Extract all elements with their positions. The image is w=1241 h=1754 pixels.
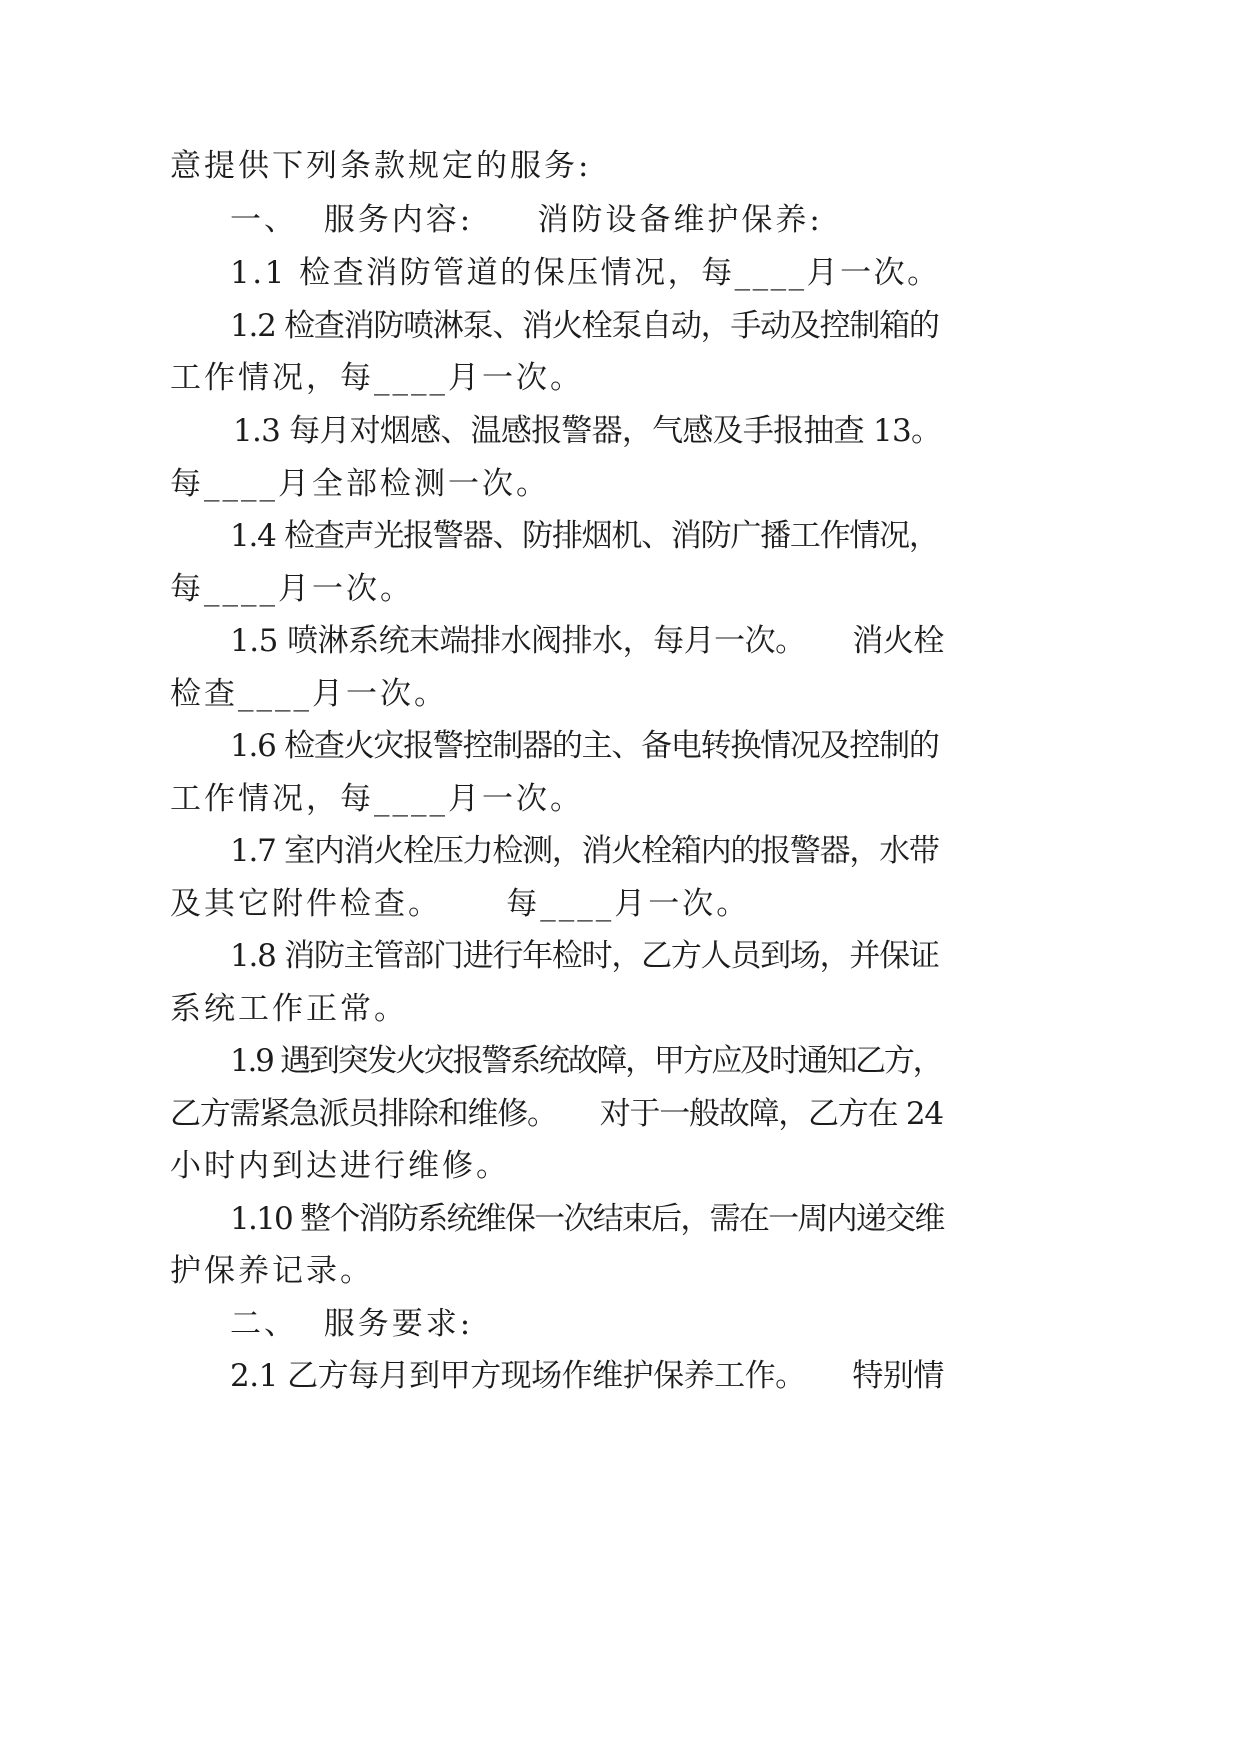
text-line: 护保养记录。	[170, 1253, 374, 1289]
text-line: 及其它附件检查。 每____月一次。	[170, 886, 751, 922]
text-line: 1.9 遇到突发火灾报警系统故障，甲方应及时通知乙方，	[230, 1043, 942, 1079]
text-line: 每____月一次。	[170, 571, 414, 607]
text-line: 工作情况，每____月一次。	[170, 360, 584, 396]
text-line: 每____月全部检测一次。	[170, 466, 550, 502]
text-line: 意提供下列条款规定的服务:	[170, 148, 592, 184]
text-line: 1.6 检查火灾报警控制器的主、备电转换情况及控制的	[230, 728, 939, 764]
text-line: 系统工作正常。	[170, 991, 408, 1027]
text-line: 1.4 检查声光报警器、防排烟机、消防广播工作情况，	[230, 518, 939, 554]
text-line: 小时内到达进行维修。	[170, 1148, 510, 1184]
text-line: 1.3 每月对烟感、温感报警器，气感及手报抽查 13。	[233, 413, 942, 449]
text-line: 1.5 喷淋系统末端排水阀排水，每月一次。 消火栓	[230, 623, 944, 659]
text-line: 1.1 检查消防管道的保压情况，每____月一次。	[230, 255, 941, 291]
text-line: 1.2 检查消防喷淋泵、消火栓泵自动，手动及控制箱的	[230, 308, 939, 344]
text-line: 1.10 整个消防系统维保一次结束后，需在一周内递交维	[230, 1201, 944, 1237]
text-line: 乙方需紧急派员排除和维修。 对于一般故障，乙方在 24	[170, 1096, 943, 1132]
text-line: 1.8 消防主管部门进行年检时，乙方人员到场，并保证	[230, 938, 939, 974]
text-line: 工作情况，每____月一次。	[170, 781, 584, 817]
section-heading: 一、 服务内容: 消防设备维护保养:	[230, 202, 823, 238]
text-line: 检查____月一次。	[170, 676, 448, 712]
text-line: 1.7 室内消火栓压力检测，消火栓箱内的报警器，水带	[230, 833, 939, 869]
section-heading: 二、 服务要求:	[230, 1306, 474, 1342]
text-line: 2.1 乙方每月到甲方现场作维护保养工作。 特别情	[230, 1358, 944, 1394]
